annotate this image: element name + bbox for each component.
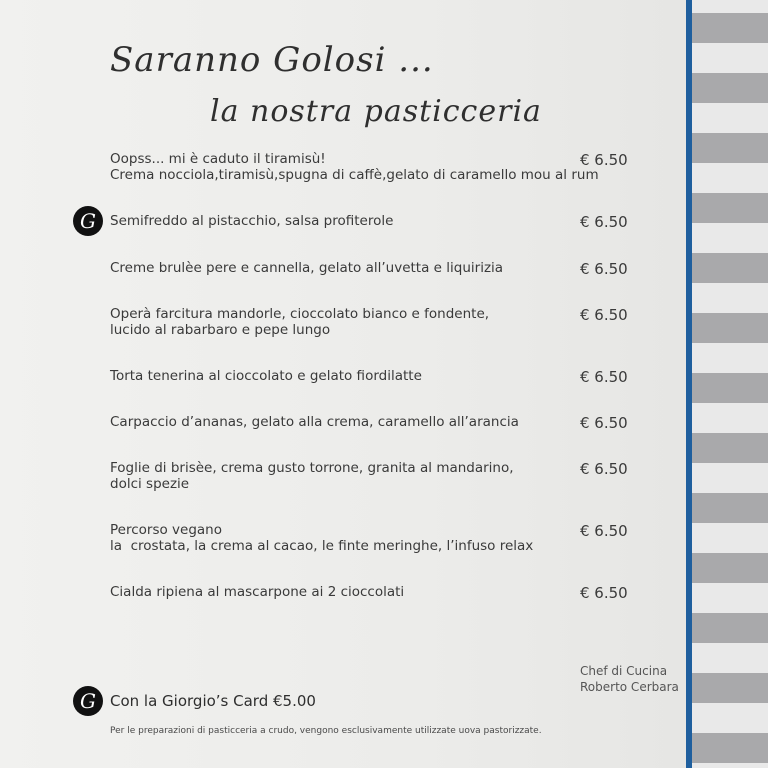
striped-border bbox=[692, 0, 768, 768]
menu-subtitle: la nostra pasticceria bbox=[210, 94, 542, 129]
menu-item-price: € 6.50 bbox=[580, 151, 628, 169]
menu-item-name: Oopss... mi è caduto il tiramisù! Crema nocciola,tiramisù,spugna di caffè,gelato di caramello mou al rum bbox=[110, 151, 599, 183]
menu-item bbox=[110, 522, 650, 554]
menu-item bbox=[110, 151, 650, 183]
menu-item bbox=[110, 368, 650, 384]
menu-item-name: Percorso vegano la crostata, la crema al cacao, le finte meringhe, l’infuso relax bbox=[110, 522, 534, 554]
menu-item-price: € 6.50 bbox=[580, 414, 628, 432]
menu-item-name: Cialda ripiena al mascarpone ai 2 cioccolati bbox=[110, 584, 405, 600]
chef-credit bbox=[580, 663, 679, 695]
footnote: Per le preparazioni di pasticceria a crudo, vengono esclusivamente utilizzate uova pastorizzate. bbox=[110, 726, 542, 736]
menu-item-name: Creme brulèe pere e cannella, gelato all’uvetta e liquirizia bbox=[110, 260, 504, 276]
menu-item-price: € 6.50 bbox=[580, 584, 628, 602]
menu-item-name: Torta tenerina al cioccolato e gelato fiordilatte bbox=[110, 368, 422, 384]
giorgio-card-icon: G bbox=[73, 206, 103, 236]
menu-item bbox=[110, 306, 650, 338]
menu-item-name: Carpaccio d’ananas, gelato alla crema, caramello all’arancia bbox=[110, 414, 519, 430]
chef-role: Chef di Cucina bbox=[580, 664, 668, 678]
menu-item-price: € 6.50 bbox=[580, 460, 628, 478]
chef-name: Roberto Cerbara bbox=[580, 680, 679, 694]
menu-item-price: € 6.50 bbox=[580, 368, 628, 386]
menu-item-price: € 6.50 bbox=[580, 306, 628, 324]
menu-item bbox=[110, 260, 650, 276]
menu-item-name: Foglie di brisèe, crema gusto torrone, granita al mandarino, dolci spezie bbox=[110, 460, 514, 492]
menu-item-name: Semifreddo al pistacchio, salsa profiterole bbox=[110, 213, 394, 229]
menu-item-price: € 6.50 bbox=[580, 260, 628, 278]
menu-item bbox=[110, 414, 650, 430]
menu-item-name: Operà farcitura mandorle, cioccolato bianco e fondente, lucido al rabarbaro e pepe lungo bbox=[110, 306, 490, 338]
menu-item bbox=[110, 213, 650, 229]
menu-item-price: € 6.50 bbox=[580, 213, 628, 231]
menu-title: Saranno Golosi ... bbox=[110, 40, 434, 80]
giorgio-card-icon: G bbox=[73, 686, 103, 716]
menu-item bbox=[110, 460, 650, 492]
giorgio-card-offer: Con la Giorgio’s Card €5.00 bbox=[110, 692, 316, 710]
menu-item-price: € 6.50 bbox=[580, 522, 628, 540]
menu-item bbox=[110, 584, 650, 600]
